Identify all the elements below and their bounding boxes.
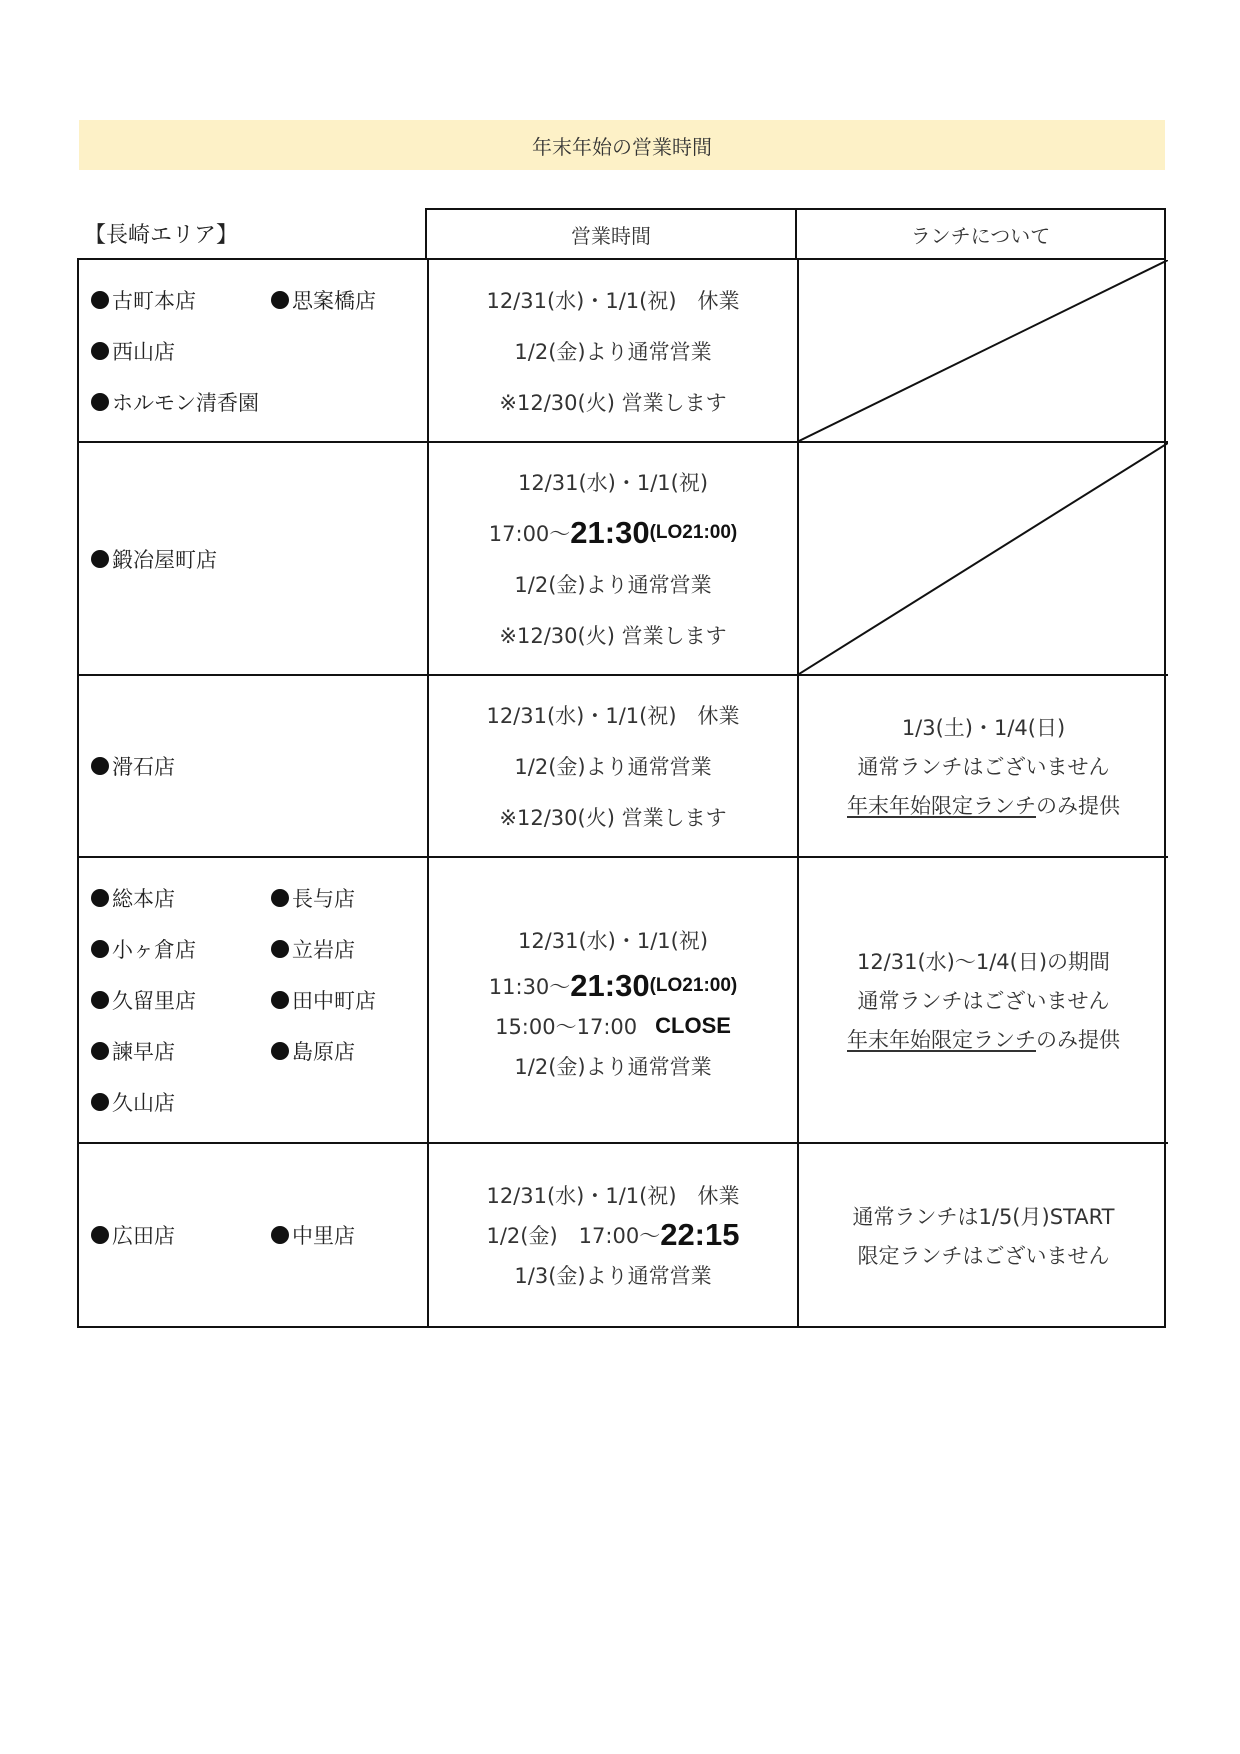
store-item: 長与店 xyxy=(271,873,431,924)
bullet-icon xyxy=(91,1226,109,1244)
last-order: (LO21:00) xyxy=(649,974,738,996)
store-item: 古町本店 xyxy=(91,274,271,325)
not-applicable-diagonal xyxy=(799,260,1168,441)
row-1-stores xyxy=(79,260,429,443)
hours-line: 1/2(金)より通常営業 xyxy=(514,339,712,364)
row-3-stores xyxy=(79,676,429,858)
bullet-icon xyxy=(271,291,289,309)
store-item: 思案橋店 xyxy=(271,274,431,325)
bullet-icon xyxy=(91,291,109,309)
store-empty xyxy=(271,325,431,376)
store-item: 西山店 xyxy=(91,325,271,376)
area-label: 【長崎エリア】 xyxy=(84,223,239,248)
store-item: 滑石店 xyxy=(91,741,271,792)
hours-line: ※12/30(火) 営業します xyxy=(499,806,727,830)
store-item: 小ヶ倉店 xyxy=(91,924,271,975)
bullet-icon xyxy=(91,757,109,775)
bullet-icon xyxy=(91,991,109,1009)
bullet-icon xyxy=(91,1093,109,1111)
lunch-line: 年末年始限定ランチ のみ提供 xyxy=(847,786,1120,825)
hours-line: 1/3(金)より通常営業 xyxy=(514,1264,712,1288)
bullet-icon xyxy=(271,1226,289,1244)
store-item: 鍛冶屋町店 xyxy=(91,533,271,584)
hours-line: 12/31(水)・1/1(祝) 休業 xyxy=(486,288,740,313)
hours-line: 12/31(水)・1/1(祝) xyxy=(517,471,709,495)
hours-time-line: 1/2(金) 17:00〜 22:15 xyxy=(486,1217,740,1252)
hours-line: 12/31(水)・1/1(祝) 休業 xyxy=(486,1184,740,1208)
bullet-icon xyxy=(91,342,109,360)
row-5-hours xyxy=(429,1144,799,1326)
closing-time: 21:30 xyxy=(570,967,650,1003)
bullet-icon xyxy=(91,889,109,907)
bullet-icon xyxy=(91,1042,109,1060)
last-order: (LO21:00) xyxy=(649,522,738,543)
row-4-lunch xyxy=(799,858,1168,1144)
header-lunch: ランチについて xyxy=(795,208,1166,260)
row-1-lunch xyxy=(799,260,1168,443)
store-item: 久山店 xyxy=(91,1077,271,1128)
closing-time: 22:15 xyxy=(660,1217,740,1252)
store-item: ホルモン清香園 xyxy=(91,376,271,427)
hours-table xyxy=(77,258,1166,1328)
bullet-icon xyxy=(271,889,289,907)
row-5-lunch xyxy=(799,1144,1168,1326)
hours-line: ※12/30(火) 営業します xyxy=(499,390,727,415)
header-hours: 営業時間 xyxy=(425,208,797,260)
lunch-line: 通常ランチは1/5(月)START xyxy=(852,1204,1115,1229)
lunch-line: 通常ランチはございません xyxy=(857,755,1110,779)
hours-line: ※12/30(火) 営業します xyxy=(499,624,727,648)
store-item: 久留里店 xyxy=(91,975,271,1026)
lunch-line: 1/3(土)・1/4(日) xyxy=(901,716,1066,740)
store-item: 島原店 xyxy=(271,1026,431,1077)
store-item: 立岩店 xyxy=(271,924,431,975)
closing-time: 21:30 xyxy=(570,515,650,550)
page-title: 年末年始の営業時間 xyxy=(79,120,1165,170)
store-item: 田中町店 xyxy=(271,975,431,1026)
hours-line: 1/2(金)より通常営業 xyxy=(514,1054,712,1079)
row-5-stores xyxy=(79,1144,429,1326)
store-item: 総本店 xyxy=(91,873,271,924)
bullet-icon xyxy=(91,393,109,411)
row-4-stores xyxy=(79,858,429,1144)
bullet-icon xyxy=(271,1042,289,1060)
lunch-line: 12/31(水)〜1/4(日)の期間 xyxy=(856,950,1111,974)
hours-line: 1/2(金)より通常営業 xyxy=(514,573,712,597)
bullet-icon xyxy=(271,991,289,1009)
hours-time-line: 11:30〜 21:30 (LO21:00) xyxy=(488,967,738,1003)
lunch-line: 通常ランチはございません xyxy=(857,989,1110,1013)
row-2-hours xyxy=(429,443,799,676)
bullet-icon xyxy=(91,550,109,568)
break-time-line: 15:00〜17:00 CLOSE xyxy=(495,1012,731,1039)
row-3-hours xyxy=(429,676,799,858)
not-applicable-diagonal xyxy=(799,443,1168,674)
lunch-line: 限定ランチはございません xyxy=(857,1243,1110,1268)
hours-line: 1/2(金)より通常営業 xyxy=(514,755,712,779)
hours-time-line: 17:00〜 21:30 (LO21:00) xyxy=(488,515,738,550)
row-2-lunch xyxy=(799,443,1168,676)
hours-line: 12/31(水)・1/1(祝) 休業 xyxy=(486,704,740,728)
store-item: 諫早店 xyxy=(91,1026,271,1077)
bullet-icon xyxy=(271,940,289,958)
row-1-hours xyxy=(429,260,799,443)
lunch-line: 年末年始限定ランチ のみ提供 xyxy=(847,1020,1120,1059)
store-item: 中里店 xyxy=(271,1210,431,1261)
row-3-lunch xyxy=(799,676,1168,858)
close-label: CLOSE xyxy=(655,1012,731,1038)
store-item: 広田店 xyxy=(91,1210,271,1261)
bullet-icon xyxy=(91,940,109,958)
limited-lunch-label: 年末年始限定ランチ xyxy=(847,794,1036,818)
limited-lunch-label: 年末年始限定ランチ xyxy=(847,1028,1036,1052)
row-2-stores xyxy=(79,443,429,676)
row-4-hours xyxy=(429,858,799,1144)
hours-line: 12/31(水)・1/1(祝) xyxy=(517,929,709,953)
